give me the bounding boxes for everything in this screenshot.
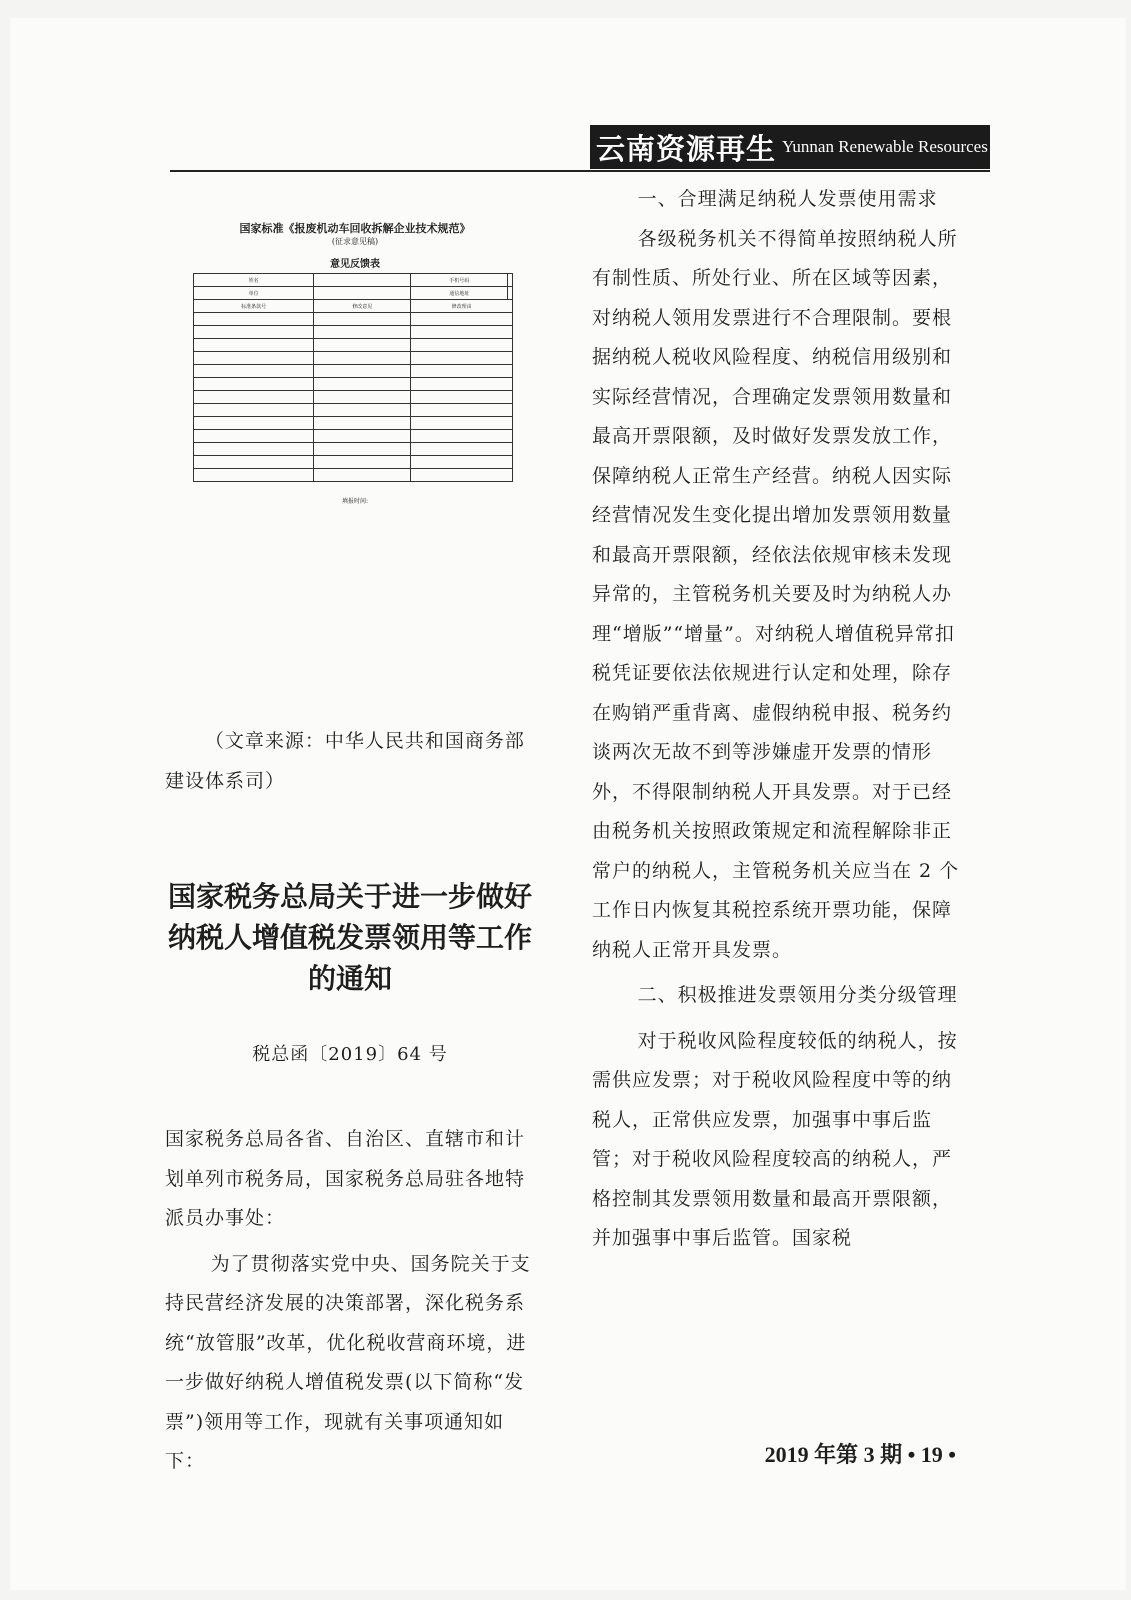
masthead-title-en: Yunnan Renewable Resources [782,137,988,156]
section2-body: 对于税收风险程度较低的纳税人，按需供应发票；对于税收风险程度中等的纳税人，正常供应发票，加强事中事后监管；对于税收风险程度较高的纳税人，严格控制其发票领用数量和最高开票限额，并加强事中事后监管。国家税 [592,1029,958,1249]
header-rule [170,170,990,172]
intro-paragraph: 为了贯彻落实党中央、国务院关于支持民营经济发展的决策部署，深化税务系统“放管服”改革，优化税收营商环境，进一步做好纳税人增值税发票(以下简称“发票”)领用等工作，现就有关事项通知如下： [165,1252,531,1472]
section2-title: 二、积极推进发票领用分类分级管理 [637,984,958,1006]
source-note: （文章来源：中华人民共和国商务部建设体系司） [165,730,525,792]
section1-body: 各级税务机关不得简单按照纳税人所有制性质、所处行业、所在区域等因素，对纳税人领用发票进行不合理限制。要根据纳税人税收风险程度、纳税信用级别和实际经营情况，合理确定发票领用数量和最高开票限额，及时做好发票发放工作，保障纳税人正常生产经营。纳税人因实际经营情况发生变化提出增加发票领用数量和最高开票限额，经依法依规审核未发现异常的，主管税务机关要及时为纳税人办理“增版”“增量”。对纳税人增值税异常扣税凭证要依法依规进行认定和处理，除存在购销严重背离、虚假纳税申报、税务约谈两次无故不到等涉嫌虚开发票的情形外，不得限制纳税人开具发票。对于已经由税务机关按照政策规定和流程解除非正常户的纳税人，主管税务机关应当在 2 个工作日内恢复其税控系统开票功能，保障纳税人正常开具发票。 [592,227,960,961]
col-opinion: 修改意见 [314,300,411,313]
feedback-table [193,273,513,482]
addressee: 国家税务总局各省、自治区、直辖市和计划单列市税务局，国家税务总局驻各地特派员办事处： [165,1128,526,1229]
masthead [590,125,990,169]
col-reason: 修改理由 [411,300,513,313]
field-name: 姓名 [194,274,314,287]
feedback-form-figure [185,222,525,505]
form-title: 意见反馈表 [330,259,380,270]
field-phone: 手机号码 [411,274,508,287]
article-headline: 国家税务总局关于进一步做好纳税人增值税发票领用等工作的通知 [167,880,532,995]
page-footer: 2019 年第 3 期 • 19 • [764,1442,956,1467]
section1-title: 一、合理满足纳税人发票使用需求 [637,188,938,210]
field-address: 通信地址 [411,287,508,300]
doc-number: 税总函〔2019〕64 号 [252,1044,448,1065]
figure-title: 国家标准《报废机动车回收拆解企业技术规范》 [239,222,471,235]
col-clause: 标准条款号 [194,300,314,313]
figure-footer: 填报时间: [341,498,369,505]
left-column-body [165,1120,535,1482]
masthead-title-cn: 云南资源再生 [596,131,777,166]
field-unit: 单位 [194,287,314,300]
figure-subtitle: (征求意见稿) [331,237,379,246]
right-column-body [592,180,964,1259]
